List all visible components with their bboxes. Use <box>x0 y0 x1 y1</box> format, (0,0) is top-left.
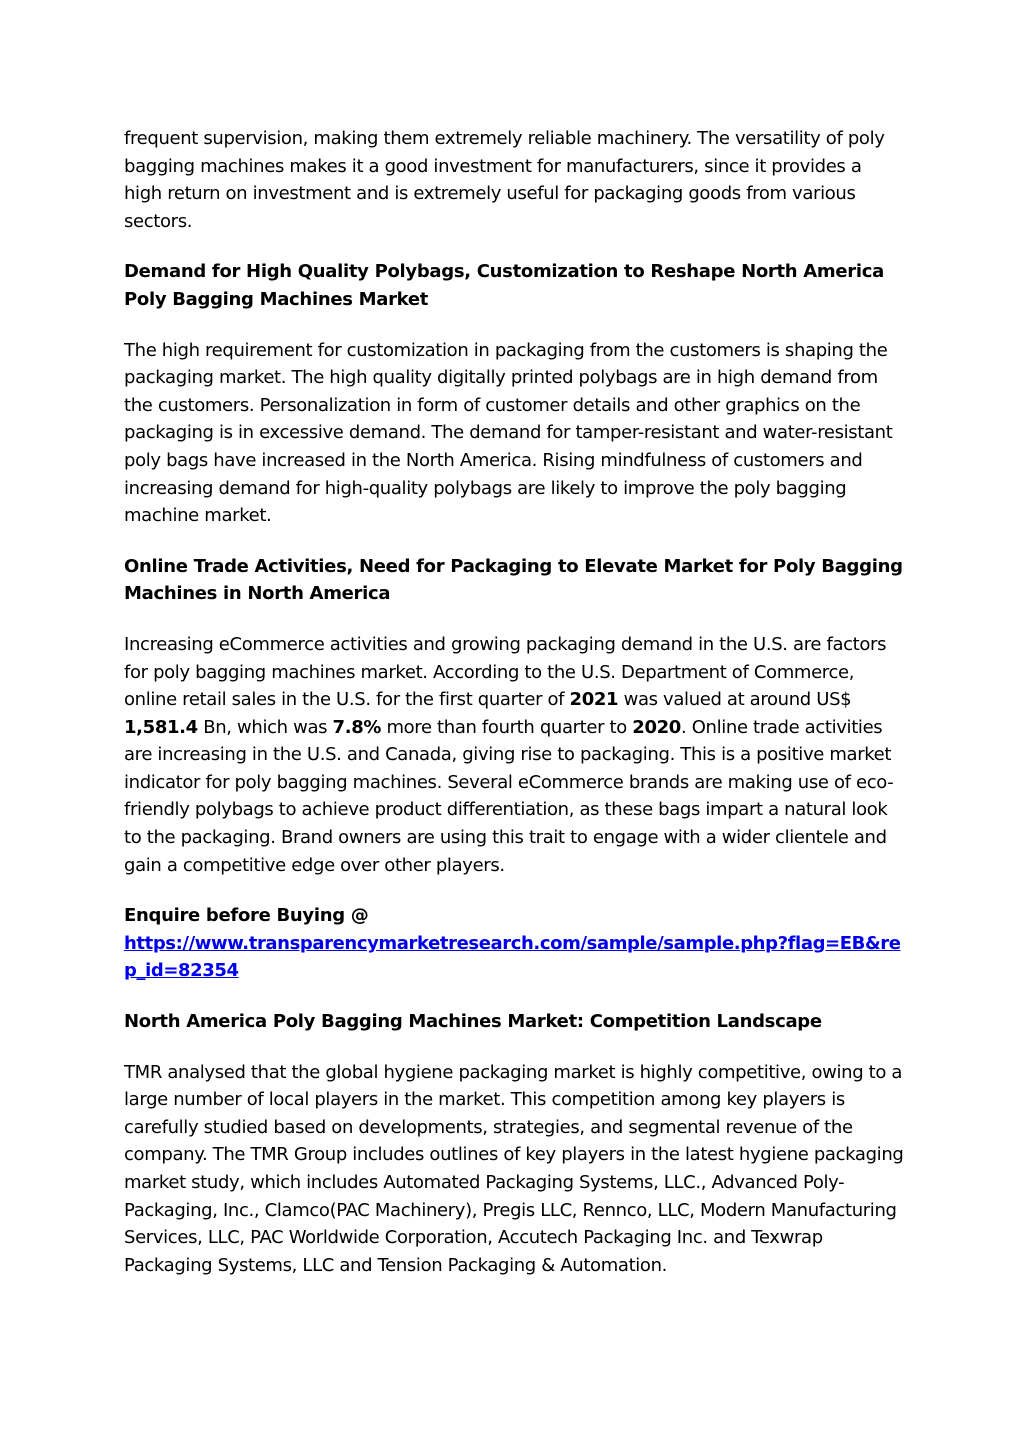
year-2020: 2020 <box>632 716 681 738</box>
text-segment: was valued at around US$ <box>618 689 852 711</box>
growth-percent: 7.8% <box>332 716 382 738</box>
paragraph-competition: TMR analysed that the global hygiene packaging market is highly competitive, owing to a large number of local players in the market. This competition among key players is carefully studied based on developments, strategies, and segmental revenue of the company. The TMR Group includes outlines of key players in the latest hygiene packaging market study, which includes Automated Packaging Systems, LLC., Advanced Poly-Packaging, Inc., Clamco(PAC Machinery), Pregis LLC, Rennco, LLC, Modern Manufacturing Services, LLC, PAC Worldwide Corporation, Accutech Packaging Inc. and Texwrap Packaging Systems, LLC and Tension Packaging & Automation. <box>124 1061 904 1276</box>
text-segment: Increasing eCommerce activities and growing packaging demand in the U.S. are factors for poly bagging machines market. According to the U.S. Department of Commerce, online retail sales in the U.S. for the first quarter of <box>124 633 887 711</box>
text-segment: . Online trade activities are increasing in the U.S. and Canada, giving rise to packaging. This is a positive market indicator for poly bagging machines. Several eCommerce brands are making use of eco-friendly polybags to achieve product differentiation, as these bags impart a natural look to the packaging. Brand owners are using this trait to engage with a wider clientele and gain a competitive edge over other players. <box>124 716 894 876</box>
paragraph-intro: frequent supervision, making them extremely reliable machinery. The versatility of poly bagging machines makes it a good investment for manufacturers, since it provides a high return on investment and is extremely useful for packaging goods from various sectors. <box>124 128 885 232</box>
heading-online-trade: Online Trade Activities, Need for Packaging to Elevate Market for Poly Bagging Machines in North America <box>124 555 903 605</box>
sales-value: 1,581.4 <box>124 716 198 738</box>
enquire-link[interactable]: https://www.transparencymarketresearch.com/sample/sample.php?flag=EB&rep_id=82354 <box>124 932 901 982</box>
paragraph-customization: The high requirement for customization in packaging from the customers is shaping the packaging market. The high quality digitally printed polybags are in high demand from the customers. Personalization in form of customer details and other graphics on the packaging is in excessive demand. The demand for tamper-resistant and water-resistant poly bags have increased in the North America. Rising mindfulness of customers and increasing demand for high-quality polybags are likely to improve the poly bagging machine market. <box>124 339 893 527</box>
enquire-label: Enquire before Buying @ <box>124 905 369 927</box>
text-segment: more than fourth quarter to <box>381 716 633 738</box>
text-segment: Bn, which was <box>197 716 333 738</box>
document-page <box>124 125 904 1279</box>
paragraph-ecommerce <box>124 631 904 879</box>
heading-demand-customization: Demand for High Quality Polybags, Customization to Reshape North America Poly Bagging Machines Market <box>124 261 884 310</box>
year-2021: 2021 <box>569 689 619 711</box>
heading-competition-landscape: North America Poly Bagging Machines Market: Competition Landscape <box>124 1011 822 1033</box>
